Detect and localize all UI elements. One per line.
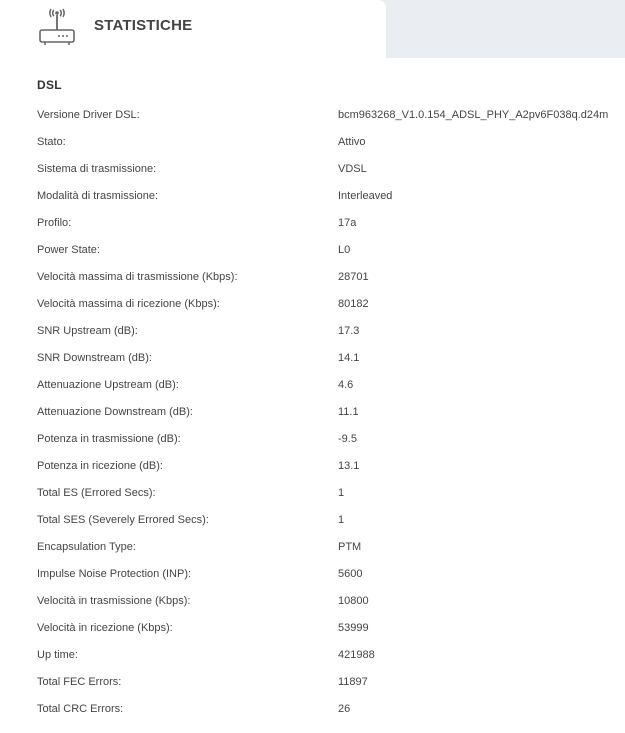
stat-value: -9.5 (338, 433, 357, 445)
stat-value: Attivo (338, 136, 366, 148)
section-title: DSL (37, 78, 62, 92)
stat-value: bcm963268_V1.0.154_ADSL_PHY_A2pv6F038q.d24m (338, 109, 609, 121)
page-header (0, 0, 625, 58)
stat-value: 26 (338, 703, 351, 715)
stat-value: 1 (338, 487, 345, 499)
stat-label: Sistema di trasmissione: (37, 163, 157, 175)
stat-row (0, 453, 625, 480)
stat-row (0, 669, 625, 696)
stat-row (0, 156, 625, 183)
stat-row (0, 534, 625, 561)
stat-label: Velocità massima di trasmissione (Kbps): (37, 271, 238, 283)
stat-label: Impulse Noise Protection (INP): (37, 568, 192, 580)
stat-value: 80182 (338, 298, 369, 310)
stat-value: 17a (338, 217, 357, 229)
stat-label: Attenuazione Downstream (dB): (37, 406, 193, 418)
stat-label: SNR Downstream (dB): (37, 352, 152, 364)
stat-row (0, 318, 625, 345)
stat-label: Encapsulation Type: (37, 541, 136, 553)
active-tab (0, 0, 386, 58)
stat-label: Velocità in ricezione (Kbps): (37, 622, 173, 634)
stat-label: Potenza in ricezione (dB): (37, 460, 163, 472)
stat-row (0, 399, 625, 426)
stat-label: Total CRC Errors: (37, 703, 124, 715)
stat-value: 421988 (338, 649, 375, 661)
stat-row (0, 642, 625, 669)
stats-list (0, 102, 625, 723)
stat-value: 28701 (338, 271, 369, 283)
stat-label: Total SES (Severely Errored Secs): (37, 514, 209, 526)
stat-row (0, 561, 625, 588)
stat-row (0, 507, 625, 534)
stat-value: Interleaved (338, 190, 393, 202)
stat-row (0, 210, 625, 237)
stat-label: Velocità massima di ricezione (Kbps): (37, 298, 220, 310)
stat-value: 10800 (338, 595, 369, 607)
stat-row (0, 237, 625, 264)
stat-row (0, 129, 625, 156)
stat-row (0, 588, 625, 615)
stat-value: 17.3 (338, 325, 360, 337)
stat-row (0, 102, 625, 129)
stat-label: Profilo: (37, 217, 72, 229)
stat-label: Potenza in trasmissione (dB): (37, 433, 181, 445)
stat-value: 5600 (338, 568, 363, 580)
stat-label: Power State: (37, 244, 100, 256)
stat-value: 1 (338, 514, 345, 526)
stat-label: Attenuazione Upstream (dB): (37, 379, 179, 391)
stat-label: Stato: (37, 136, 66, 148)
stat-value: VDSL (338, 163, 367, 175)
stat-value: 14.1 (338, 352, 360, 364)
stat-label: Total ES (Errored Secs): (37, 487, 156, 499)
stat-row (0, 696, 625, 723)
stat-row (0, 426, 625, 453)
stat-value: PTM (338, 541, 362, 553)
stat-value: L0 (338, 244, 351, 256)
stat-row (0, 183, 625, 210)
stat-row (0, 480, 625, 507)
stat-label: SNR Upstream (dB): (37, 325, 138, 337)
stat-label: Total FEC Errors: (37, 676, 122, 688)
stat-row (0, 345, 625, 372)
stat-row (0, 264, 625, 291)
stat-label: Velocità in trasmissione (Kbps): (37, 595, 191, 607)
stat-label: Up time: (37, 649, 78, 661)
stat-value: 11897 (338, 676, 368, 688)
stat-value: 11.1 (338, 406, 359, 418)
stat-value: 4.6 (338, 379, 354, 391)
router-icon (37, 8, 77, 48)
stat-value: 13.1 (338, 460, 360, 472)
stat-row (0, 291, 625, 318)
stat-row (0, 372, 625, 399)
stat-label: Versione Driver DSL: (37, 109, 140, 121)
stat-label: Modalità di trasmissione: (37, 190, 159, 202)
page-title: STATISTICHE (94, 17, 193, 34)
stat-row (0, 615, 625, 642)
stat-value: 53999 (338, 622, 369, 634)
